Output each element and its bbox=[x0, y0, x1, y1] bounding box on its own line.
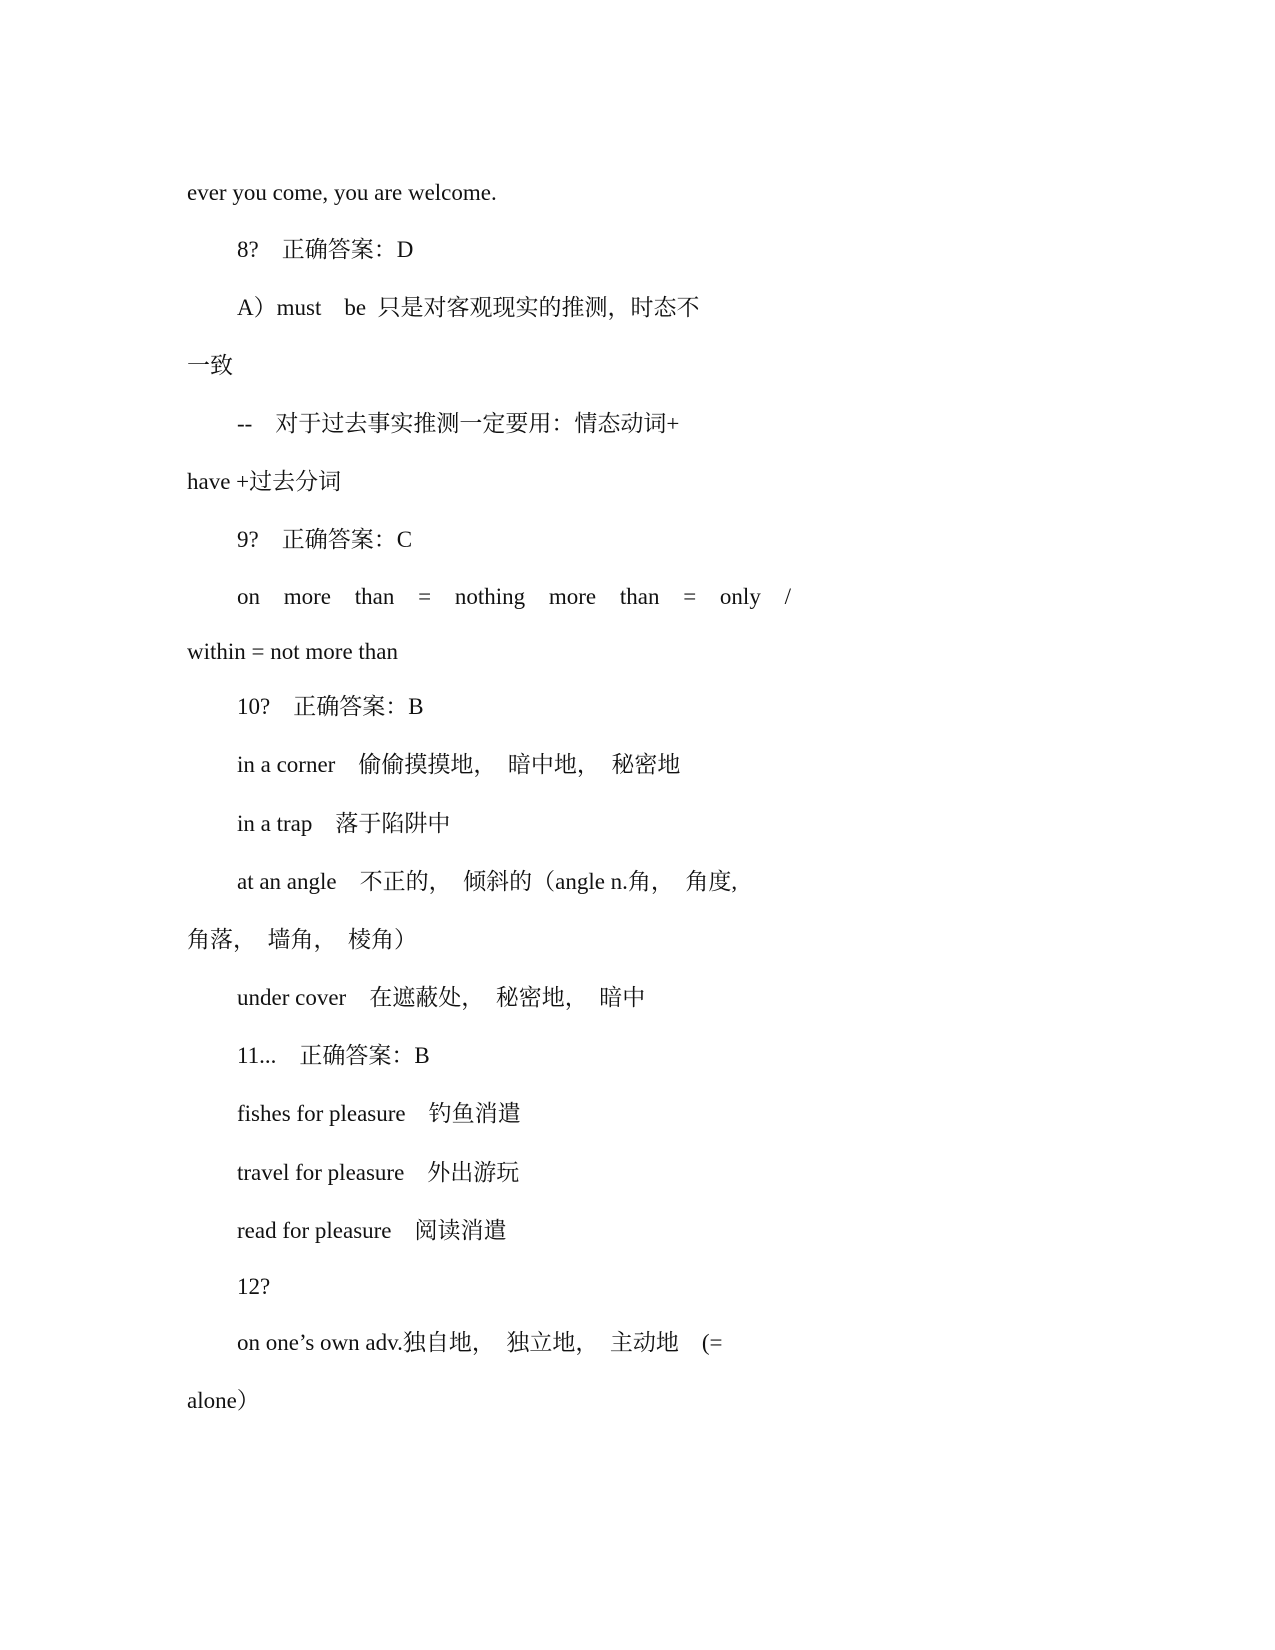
text-line: within = not more than bbox=[187, 639, 398, 664]
text-line: in a corner 偷偷摸摸地， 暗中地， 秘密地 bbox=[237, 752, 681, 777]
answer-heading-10: 10? 正确答案：B bbox=[237, 694, 424, 719]
text-line: in a trap 落于陷阱中 bbox=[237, 811, 451, 836]
text-line: read for pleasure 阅读消遣 bbox=[237, 1218, 507, 1243]
answer-heading-8: 8? 正确答案：D bbox=[237, 237, 414, 262]
text-line: fishes for pleasure 钓鱼消遣 bbox=[237, 1101, 521, 1126]
text-line: on more than = nothing more than = only / bbox=[237, 584, 791, 609]
text-line: ever you come, you are welcome. bbox=[187, 180, 497, 205]
text-line: on one’s own adv.独自地， 独立地， 主动地 (= bbox=[237, 1330, 723, 1355]
text-line: A）must be 只是对客观现实的推测，时态不 bbox=[237, 295, 700, 320]
answer-heading-12: 12? bbox=[237, 1274, 271, 1299]
text-line: -- 对于过去事实推测一定要用：情态动词+ bbox=[237, 411, 680, 436]
answer-heading-11: 11... 正确答案：B bbox=[237, 1043, 430, 1068]
text-line: travel for pleasure 外出游玩 bbox=[237, 1160, 520, 1185]
answer-heading-9: 9? 正确答案：C bbox=[237, 527, 413, 552]
text-line: alone） bbox=[187, 1388, 260, 1413]
text-line: at an angle 不正的， 倾斜的（angle n.角， 角度, bbox=[237, 869, 738, 894]
text-line: under cover 在遮蔽处， 秘密地， 暗中 bbox=[237, 985, 646, 1010]
text-line: 角落， 墙角， 棱角） bbox=[187, 927, 417, 952]
text-line: 一致 bbox=[187, 353, 233, 378]
text-line: have +过去分词 bbox=[187, 469, 342, 494]
